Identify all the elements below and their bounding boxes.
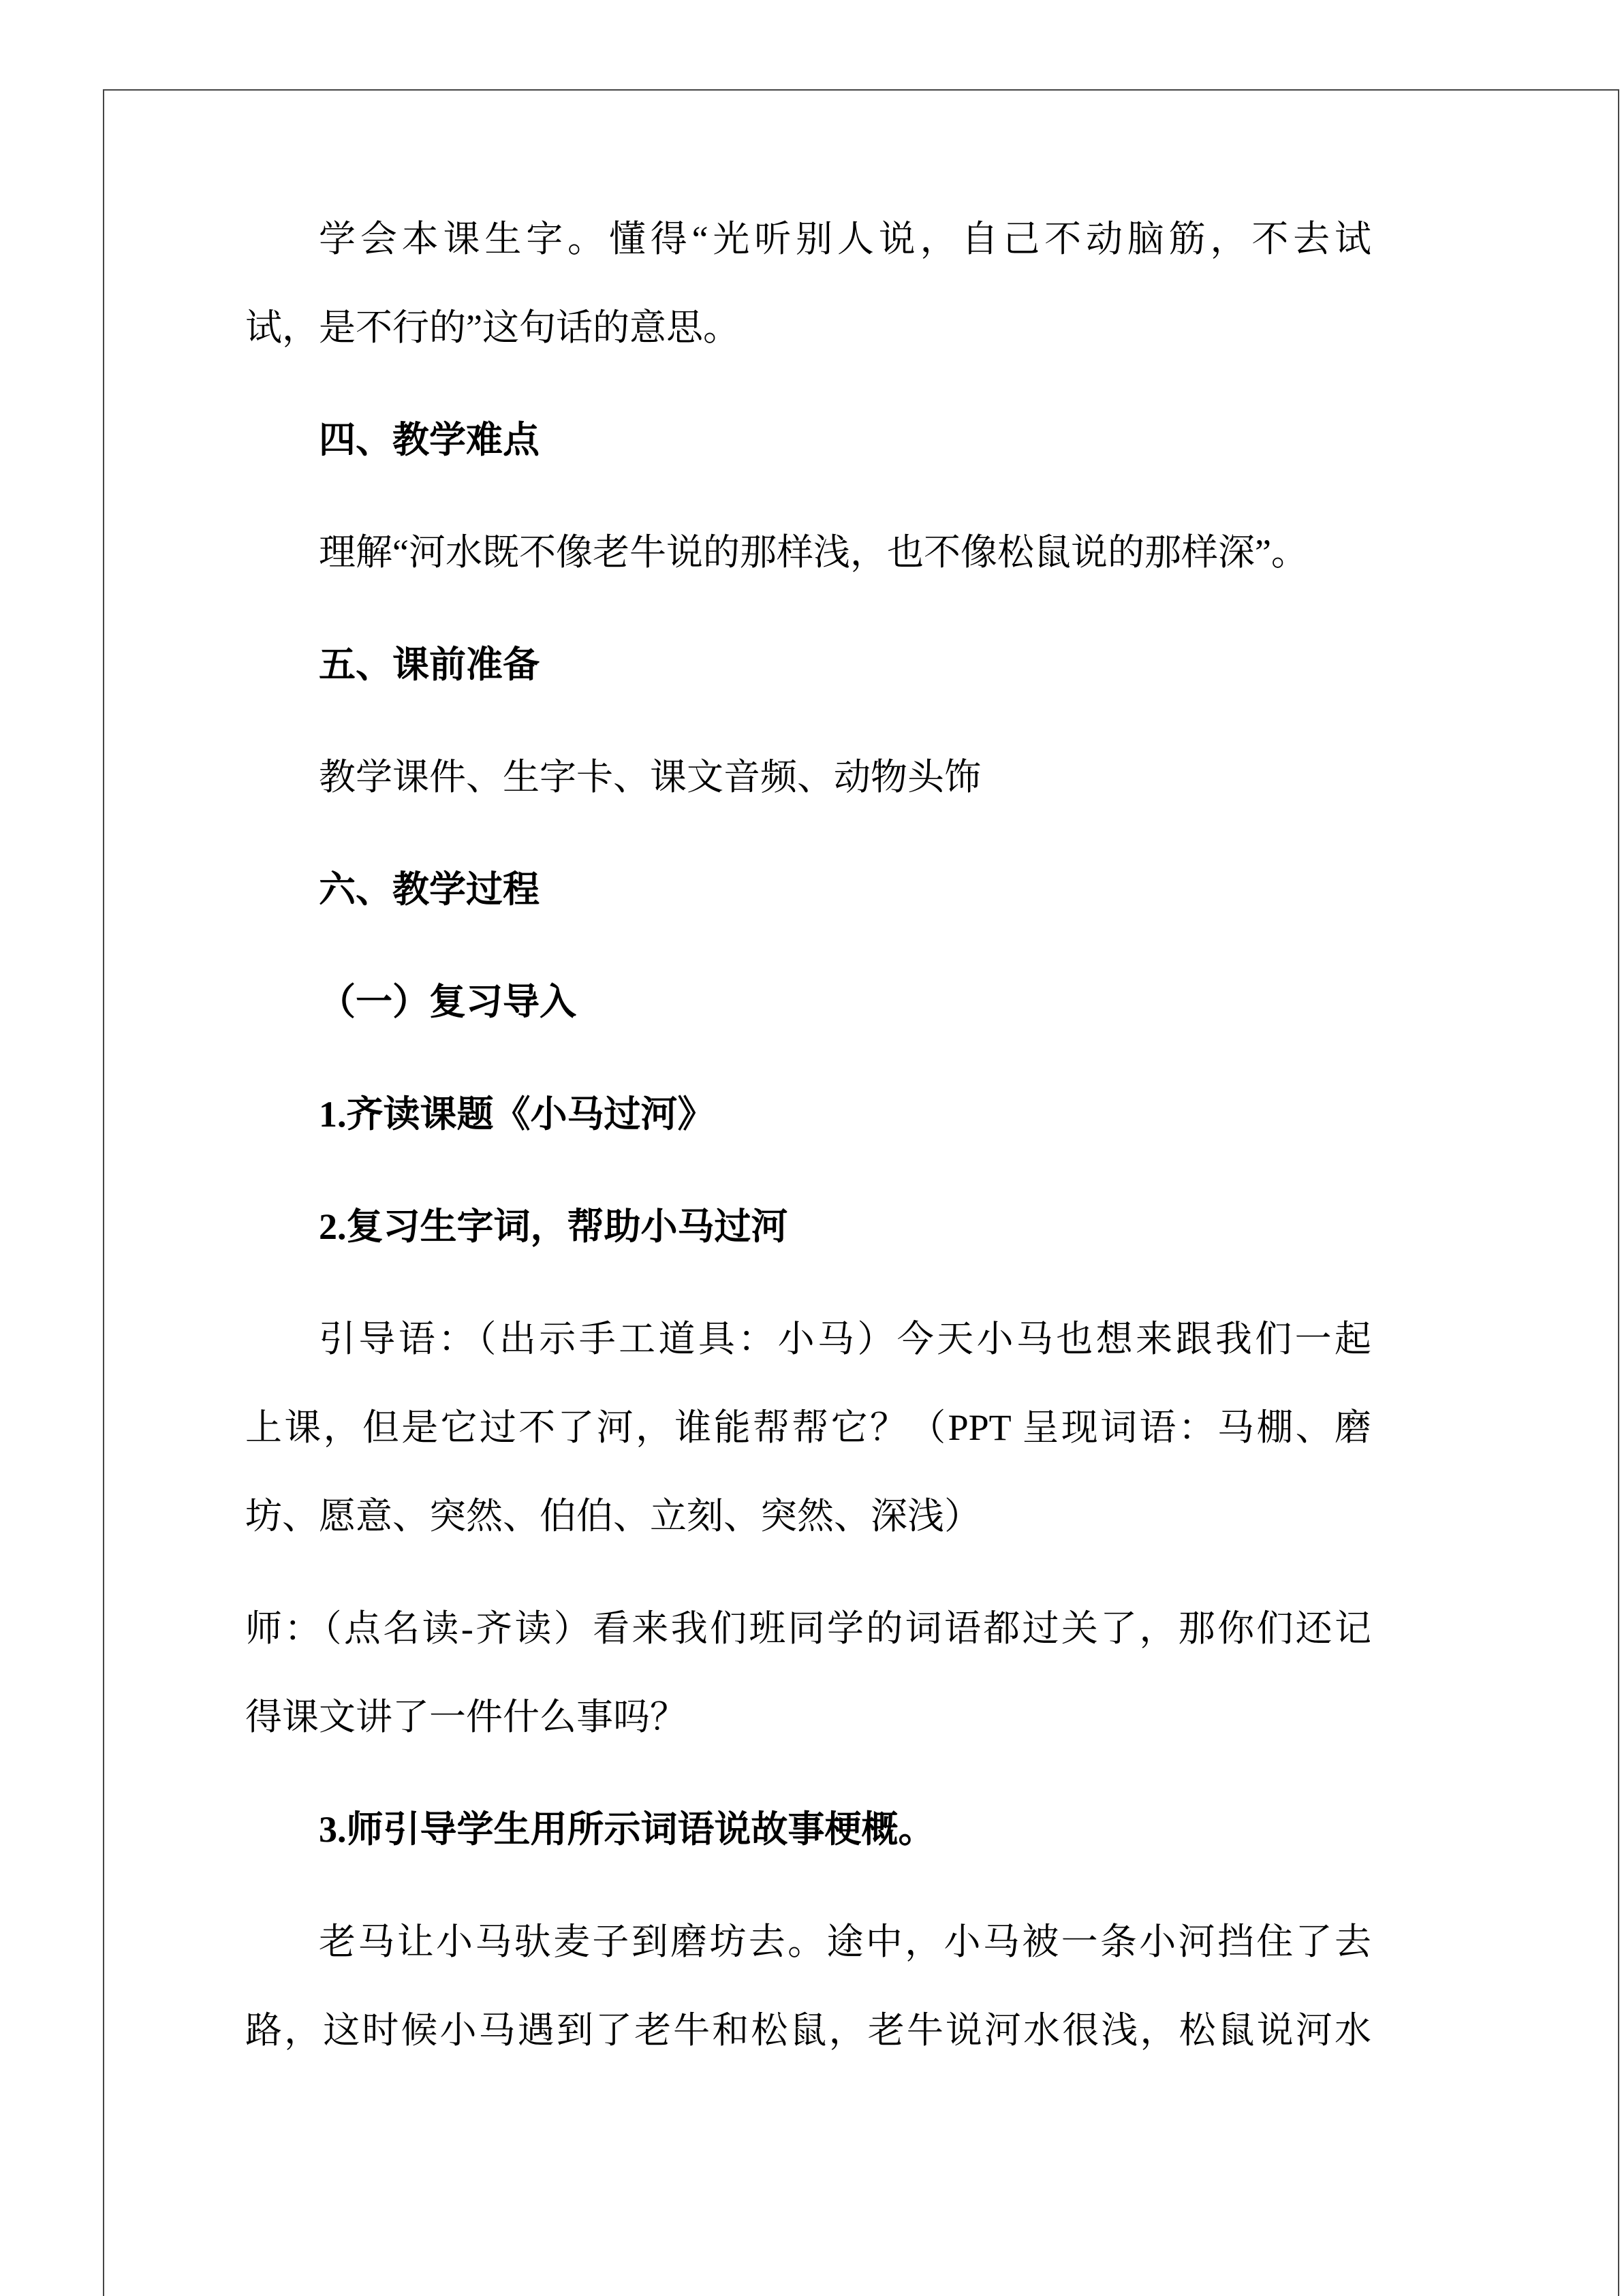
heading-line: 1.齐读课题《小马过河》	[319, 1094, 715, 1135]
heading-line: 2.复习生字词，帮助小马过河	[319, 1206, 788, 1247]
paragraph-line: 试，是不行的”这句话的意思。	[245, 307, 740, 348]
heading-line: 六、教学过程	[319, 869, 540, 910]
paragraph-line: 上课，但是它过不了河，谁能帮帮它？（PPT 呈现词语：马棚、磨	[245, 1407, 1371, 1448]
body-paragraph	[245, 1898, 1371, 2075]
heading-paragraph	[245, 845, 1371, 934]
paragraph-line: 得课文讲了一件什么事吗？	[245, 1697, 687, 1737]
paragraph-line: 师：（点名读-齐读）看来我们班同学的词语都过关了，那你们还记	[245, 1608, 1371, 1649]
heading-line: 四、教学难点	[319, 420, 540, 460]
heading-paragraph	[245, 1182, 1371, 1271]
document-body	[0, 91, 1622, 2098]
heading-paragraph	[245, 620, 1371, 709]
paragraph-line: 坊、愿意、突然、伯伯、立刻、突然、深浅）	[245, 1496, 981, 1537]
body-paragraph	[245, 733, 1371, 821]
heading-paragraph	[245, 958, 1371, 1046]
paragraph-line: 理解“河水既不像老牛说的那样浅，也不像松鼠说的那样深”。	[319, 532, 1308, 573]
body-paragraph	[245, 195, 1371, 372]
body-paragraph	[245, 1584, 1371, 1761]
paragraph-line: 引导语：（出示手工道具：小马）今天小马也想来跟我们一起	[319, 1319, 1371, 1359]
heading-line: 五、课前准备	[319, 644, 540, 685]
body-paragraph	[245, 1295, 1371, 1560]
paragraph-line: 学会本课生字。懂得“光听别人说，自己不动脑筋，不去试	[319, 219, 1371, 260]
body-paragraph	[245, 508, 1371, 597]
paragraph-line: 路，这时候小马遇到了老牛和松鼠，老牛说河水很浅，松鼠说河水	[245, 2010, 1371, 2051]
heading-paragraph	[245, 1070, 1371, 1159]
heading-line: 3.师引导学生用所示词语说故事梗概。	[319, 1809, 935, 1850]
heading-paragraph	[245, 396, 1371, 484]
heading-paragraph	[245, 1785, 1371, 1874]
paragraph-line: 教学课件、生字卡、课文音频、动物头饰	[319, 757, 981, 798]
paragraph-line: 老马让小马驮麦子到磨坊去。途中，小马被一条小河挡住了去	[319, 1921, 1371, 1962]
heading-line: （一）复习导入	[319, 981, 576, 1022]
